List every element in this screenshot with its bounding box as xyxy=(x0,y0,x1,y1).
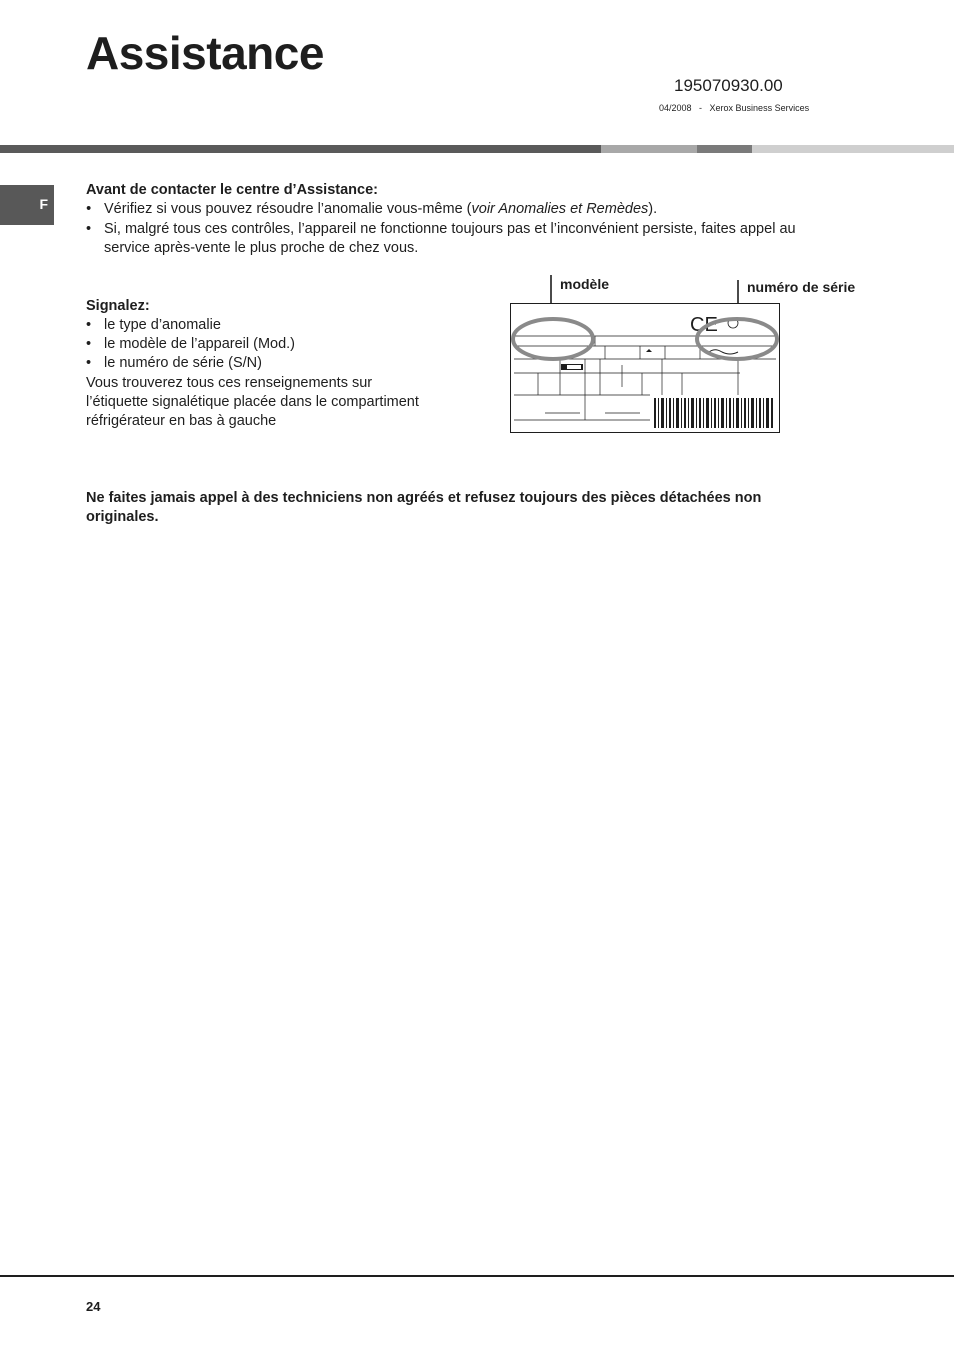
ce-mark-icon: CE xyxy=(690,314,718,336)
item2-line2: service après-vente le plus proche de chez vous. xyxy=(104,240,419,256)
item1-suffix: ). xyxy=(648,201,658,217)
bullet: • xyxy=(86,355,92,371)
list-item xyxy=(86,316,486,335)
item2-line1: Si, malgré tous ces contrôles, l’appareil ne fonctionne toujours pas et l’inconvénient persiste, faites appel au xyxy=(104,221,796,237)
footer-rule xyxy=(0,1275,954,1277)
warning-line-2: originales. xyxy=(86,509,159,525)
bullet: • xyxy=(86,201,92,217)
item1-italic-ref: voir Anomalies et Remèdes xyxy=(471,201,649,217)
document-number: 195070930.00 xyxy=(674,76,783,95)
report-item-1: le type d’anomalie xyxy=(104,317,221,333)
bullet: • xyxy=(86,221,92,237)
page-number: 24 xyxy=(86,1299,101,1314)
language-tab xyxy=(0,185,54,225)
report-item-3: le numéro de série (S/N) xyxy=(104,355,262,371)
report-item-2: le modèle de l’appareil (Mod.) xyxy=(104,336,296,352)
report-para-line-1: Vous trouverez tous ces renseignements sur xyxy=(86,375,373,391)
list-item xyxy=(86,354,486,373)
rating-plate-icon xyxy=(500,275,800,440)
report-para-line-2: l’étiquette signalétique placée dans le compartiment xyxy=(86,394,419,410)
list-item xyxy=(86,200,866,219)
header-band-mid-dark xyxy=(697,145,752,153)
model-callout-label: modèle xyxy=(560,276,610,292)
header-band-mid xyxy=(601,145,697,153)
warning-line-1: Ne faites jamais appel à des techniciens non agréés et refusez toujours des pièces détachées non xyxy=(86,490,762,506)
header-band-dark xyxy=(0,145,601,153)
language-tab-label: F xyxy=(39,196,48,212)
list-item xyxy=(86,220,876,258)
item1-prefix: Vérifiez si vous pouvez résoudre l’anomalie vous-même ( xyxy=(104,201,472,217)
bullet: • xyxy=(86,317,92,333)
document-meta: 04/2008 - Xerox Business Services xyxy=(659,103,810,113)
list-item xyxy=(86,335,486,354)
before-contact-heading: Avant de contacter le centre d’Assistance: xyxy=(86,182,378,198)
page-title: Assistance xyxy=(86,27,324,79)
serial-callout-label: numéro de série xyxy=(747,279,856,295)
bullet: • xyxy=(86,336,92,352)
report-heading: Signalez: xyxy=(86,298,150,314)
report-para-line-3: réfrigérateur en bas à gauche xyxy=(86,413,277,429)
header-band-light xyxy=(752,145,954,153)
